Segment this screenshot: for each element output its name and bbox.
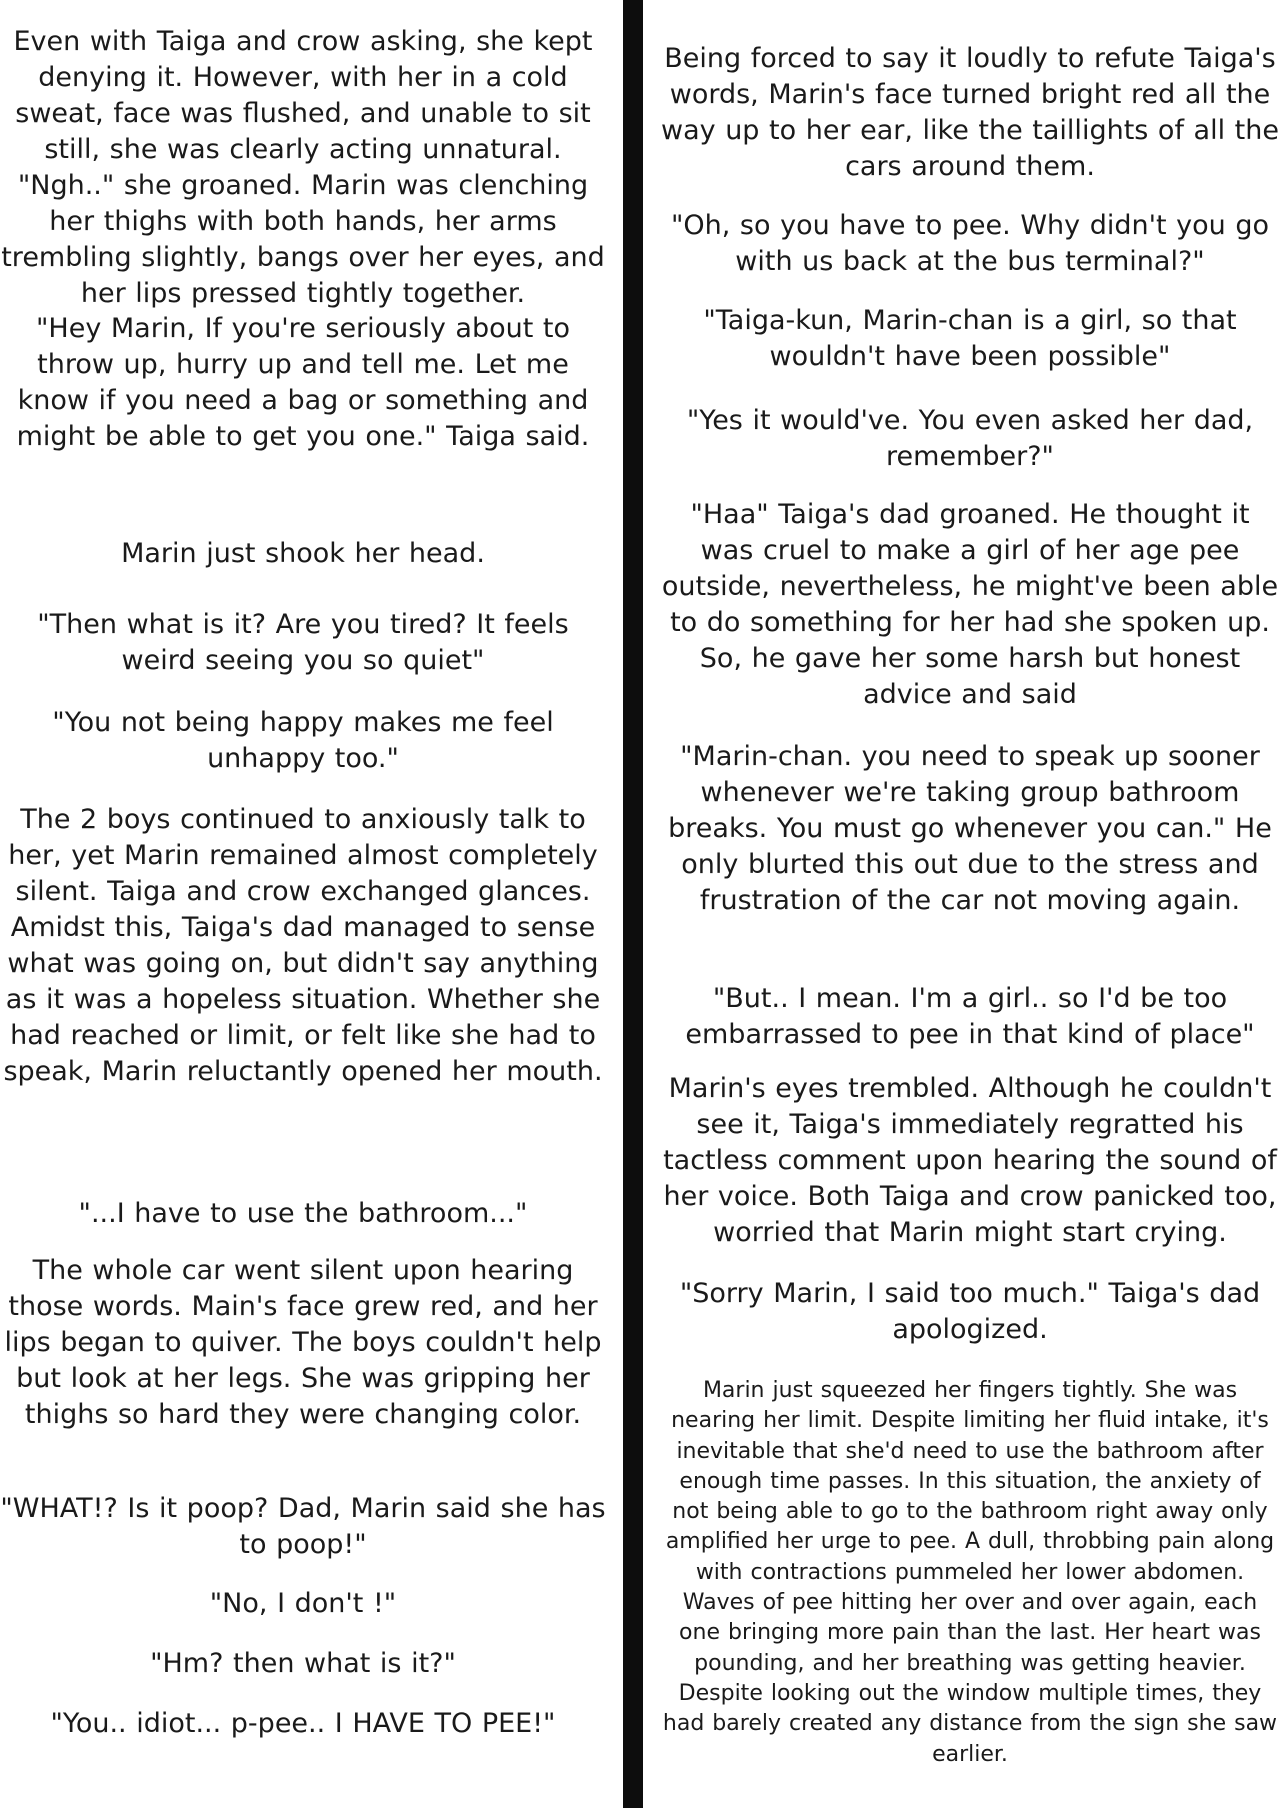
paragraph: "Taiga-kun, Marin-chan is a girl, so that wouldn't have been possible" xyxy=(703,305,1237,372)
paragraph: "Haa" Taiga's dad groaned. He thought it was cruel to make a girl of her age pee outside, nevertheless, he might've been able to do something for her had she spoken up. So, he gave her some harsh but honest advice and said xyxy=(661,499,1279,710)
paragraph: "WHAT!? Is it poop? Dad, Marin said she has to poop!" xyxy=(0,1493,606,1560)
paragraph: Being forced to say it loudly to refute Taiga's words, Marin's face turned bright red all the way up to her ear, like the taillights of all the cars around them. xyxy=(661,43,1279,182)
paragraph: "Sorry Marin, I said too much." Taiga's dad apologized. xyxy=(679,1278,1261,1345)
paragraph: "You not being happy makes me feel unhappy too." xyxy=(52,707,554,774)
paragraph: "Then what is it? Are you tired? It feels weird seeing you so quiet" xyxy=(37,609,569,676)
paragraph: "Hm? then what is it?" xyxy=(150,1648,456,1679)
paragraph: Marin just squeezed her fingers tightly. She was nearing her limit. Despite limiting her fluid intake, it's inevitable that she'd need to use the bathroom after enough time passes. In this situation, the anxiety of not being able to go to the bathroom right away only amplified her urge to pee. A dull, throbbing pain along with contractions pummeled her lower abdomen. Waves of pee hitting her over and over again, each one bringing more pain than the last. Her heart was pounding, and her breathing was getting heavier. Despite looking out the window multiple times, they had barely created any distance from the sign she saw earlier. xyxy=(662,1378,1278,1767)
paragraph: Marin's eyes trembled. Although he couldn't see it, Taiga's immediately regratted his tactless comment upon hearing the sound of her voice. Both Taiga and crow panicked too, worried that Marin might start crying. xyxy=(663,1073,1277,1248)
paragraph: Even with Taiga and crow asking, she kept denying it. However, with her in a cold sweat, face was flushed, and unable to sit still, she was clearly acting unnatural. "Ngh.." she groaned. Marin was clenching her thighs with both hands, her arms trembling slightly, bangs over her eyes, and her lips pressed tightly together. xyxy=(1,26,605,309)
paragraph: Marin just shook her head. xyxy=(121,538,485,569)
paragraph: "Yes it would've. You even asked her dad, remember?" xyxy=(686,405,1254,472)
paragraph: "...I have to use the bathroom..." xyxy=(78,1198,528,1229)
paragraph: "Marin-chan. you need to speak up sooner whenever we're taking group bathroom breaks. You must go whenever you can." He only blurted this out due to the stress and frustration of the car not moving again. xyxy=(668,741,1272,916)
paragraph: "No, I don't !" xyxy=(209,1588,397,1619)
paragraph: The 2 boys continued to anxiously talk to her, yet Marin remained almost completely silent. Taiga and crow exchanged glances. Amidst this, Taiga's dad managed to sense what was going on, but didn't say anything as it was a hopeless situation. Whether she had reached or limit, or felt like she had to speak, Marin reluctantly opened her mouth. xyxy=(3,804,603,1087)
paragraph: "Hey Marin, If you're seriously about to throw up, hurry up and tell me. Let me know if you need a bag or something and might be able to get you one." Taiga said. xyxy=(16,313,590,452)
column-gutter xyxy=(623,0,643,1808)
paragraph: "But.. I mean. I'm a girl.. so I'd be too embarrassed to pee in that kind of place" xyxy=(685,983,1255,1050)
paragraph: "You.. idiot... p-pee.. I HAVE TO PEE!" xyxy=(50,1708,556,1739)
paragraph: "Oh, so you have to pee. Why didn't you go with us back at the bus terminal?" xyxy=(670,210,1270,277)
paragraph: The whole car went silent upon hearing those words. Main's face grew red, and her lips began to quiver. The boys couldn't help but look at her legs. She was gripping her thighs so hard they were changing color. xyxy=(4,1255,602,1430)
